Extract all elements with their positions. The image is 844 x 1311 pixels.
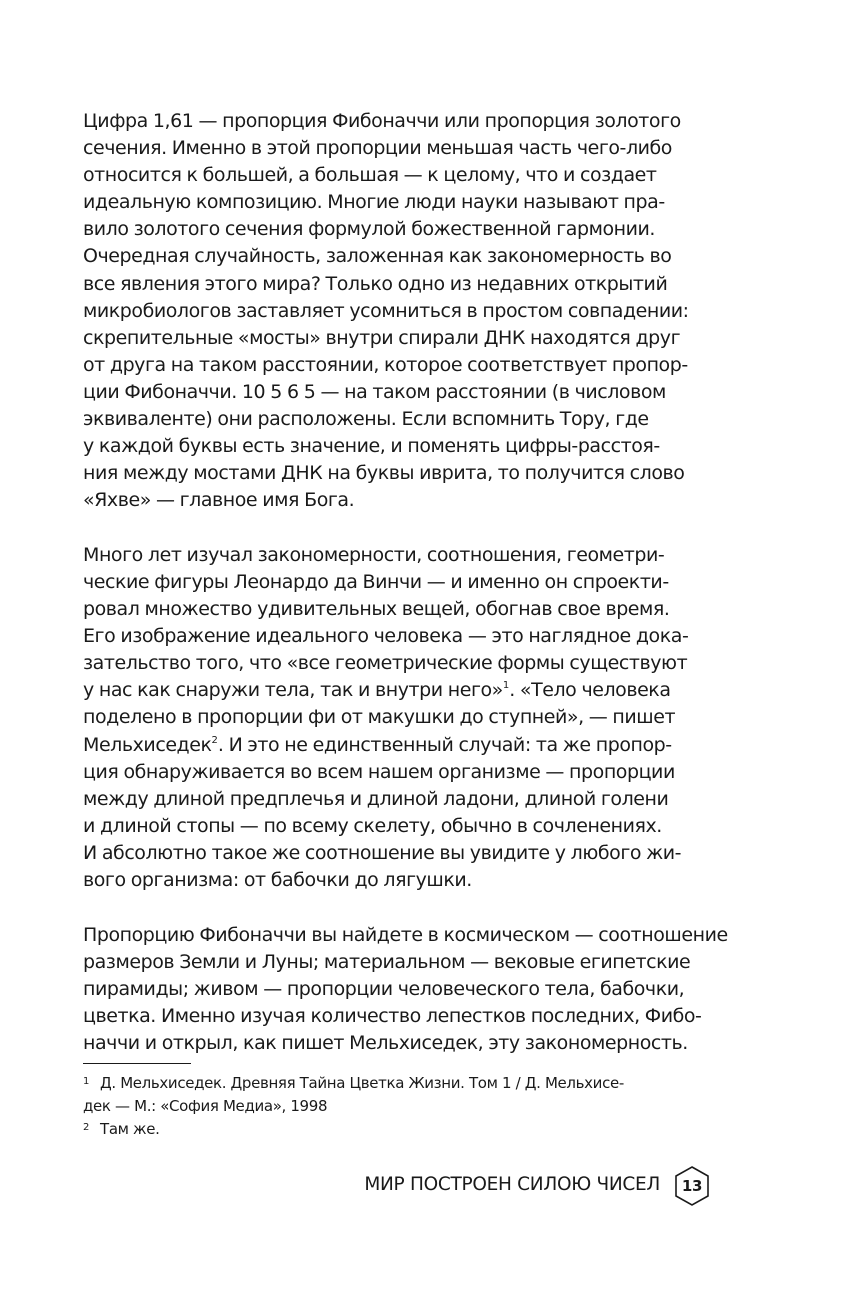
page-number: 13 (681, 1177, 703, 1195)
footnote-text: Д. Мельхиседек. Древняя Тайна Цветка Жизни. Том 1 / Д. Мельхисе- (100, 1074, 624, 1092)
paragraph-fibonacci-proportion (83, 108, 723, 514)
footnote-ref-2: 2 (211, 734, 218, 746)
text-line: ровал множество удивительных вещей, обогнав свое время. (83, 598, 670, 621)
footnotes (83, 1072, 723, 1141)
footnote-ref-1: 1 (502, 680, 510, 692)
footnote-divider (83, 1063, 191, 1064)
body-text (83, 108, 728, 1057)
text-line-with-footnote-ref (83, 677, 723, 704)
line-start: Мельхиседек (83, 733, 212, 756)
text-line: И абсолютно такое же соотношение вы увидите у любого жи- (83, 841, 682, 864)
paragraph-fibonacci-in-nature (83, 922, 728, 1057)
text-line: Его изображение идеального человека — это наглядное дока- (83, 625, 689, 648)
text-line: ческие фигуры Леонардо да Винчи — и именно он спроекти- (83, 571, 669, 593)
text-line: относится к большей, а большая — к целому, что и создает (83, 164, 657, 187)
text-line: сечения. Именно в этой пропорции меньшая часть чего-либо (83, 137, 672, 160)
text-line: цветка. Именно изучая количество лепестков последних, Фибо- (83, 1004, 702, 1027)
text-line: вого организма: от бабочки до лягушки. (83, 869, 472, 892)
footnote-1-continuation: дек — М.: «София Медиа», 1998 (83, 1097, 328, 1115)
text-line: поделено в пропорции фи от макушки до ступней», — пишет (83, 706, 676, 729)
text-line: от друга на таком расстоянии, которое соответствует пропор- (83, 353, 688, 376)
text-line: «Яхве» — главное имя Бога. (83, 489, 355, 512)
footnote-text: Там же. (100, 1120, 160, 1138)
footnote-1: 1 Д. Мельхиседек. Древняя Тайна Цветка Жизни. Том 1 / Д. Мельхисе- (83, 1074, 624, 1092)
text-line: микробиологов заставляет усомниться в простом совпадении: (83, 299, 689, 322)
text-line: у каждой буквы есть значение, и поменять цифры-расстоя- (83, 435, 660, 458)
text-line: между длиной предплечья и длиной ладони, длиной голени (83, 787, 669, 810)
text-line: вило золотого сечения формулой божественной гармонии. (83, 218, 656, 241)
line-end: . «Тело человека (509, 679, 671, 702)
text-line-with-footnote-ref (83, 732, 723, 759)
text-line: идеальную композицию. Многие люди науки называют пра- (83, 191, 665, 214)
text-line: пирамиды; живом — пропорции человеческого тела, бабочки, (83, 977, 685, 1000)
footnote-2: 2 Там же. (83, 1120, 160, 1138)
text-line: ции Фибоначчи. 10 5 6 5 — на таком расстоянии (в числовом (83, 380, 666, 403)
text-line: Много лет изучал закономерности, соотношения, геометри- (83, 543, 665, 566)
text-line: размеров Земли и Луны; материальном — вековые египетские (83, 950, 691, 973)
paragraph-leonardo-da-vinci (83, 542, 723, 894)
text-line: все явления этого мира? Только одно из недавних открытий (83, 272, 668, 295)
line-end: . И это не единственный случай: та же пропор- (217, 733, 672, 756)
text-line: ния между мостами ДНК на буквы иврита, то получится слово (83, 462, 685, 485)
text-line: зательство того, что «все геометрические формы существуют (83, 652, 688, 675)
text-line: Цифра 1,61 — пропорция Фибоначчи или пропорция золотого (83, 110, 681, 132)
text-line: наччи и открыл, как пишет Мельхиседек, эту закономерность. (83, 1032, 688, 1054)
text-line: ция обнаруживается во всем нашем организме — пропорции (83, 760, 675, 783)
running-title: МИР ПОСТРОЕН СИЛОЮ ЧИСЕЛ (364, 1174, 660, 1195)
page-number-badge (673, 1165, 711, 1207)
line-start: у нас как снаружи тела, так и внутри него» (83, 679, 503, 702)
text-line: Очередная случайность, заложенная как закономерность во (83, 245, 672, 268)
text-line: Пропорцию Фибоначчи вы найдете в космическом — соотношение (83, 923, 728, 946)
text-line: эквиваленте) они расположены. Если вспомнить Тору, где (83, 408, 649, 431)
text-line: скрепительные «мосты» внутри спирали ДНК находятся друг (83, 326, 681, 349)
text-line: и длиной стопы — по всему скелету, обычно в сочленениях. (83, 814, 662, 837)
